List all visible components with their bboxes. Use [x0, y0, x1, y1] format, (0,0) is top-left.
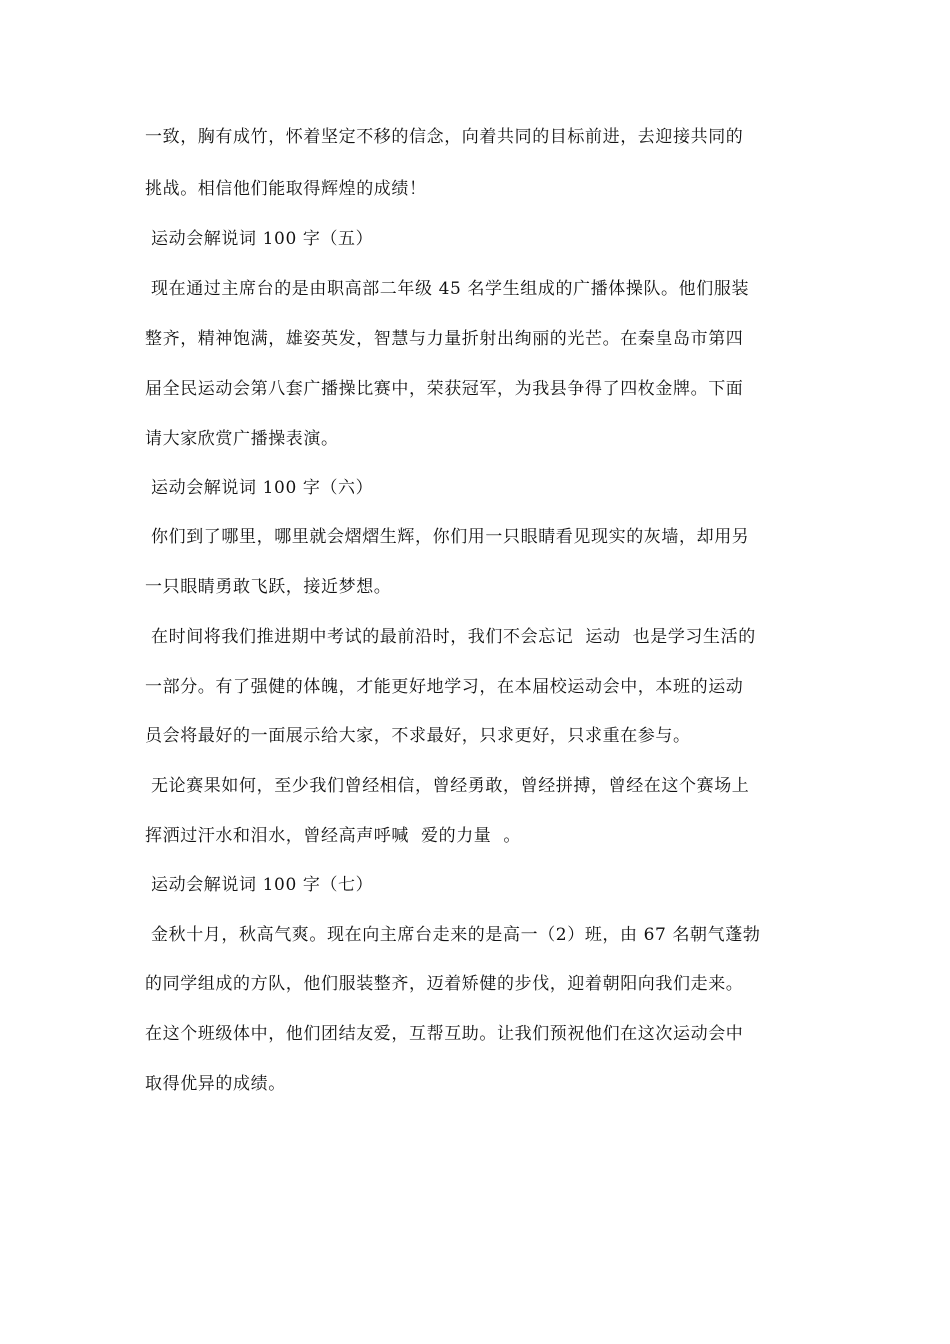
text-line: 员会将最好的一面展示给大家，不求最好，只求更好，只求重在参与。	[145, 726, 691, 746]
text-line: 挑战。相信他们能取得辉煌的成绩！	[145, 179, 427, 199]
text-line: 你们到了哪里，哪里就会熠熠生辉，你们用一只眼睛看见现实的灰墙，却用另	[145, 527, 750, 547]
text-line: 在时间将我们推进期中考试的最前沿时，我们不会忘记 运动 也是学习生活的	[145, 627, 756, 647]
text-line: 现在通过主席台的是由职高部二年级 45 名学生组成的广播体操队。他们服装	[145, 279, 750, 299]
text-line: 取得优异的成绩。	[145, 1074, 286, 1094]
text-line: 在这个班级体中，他们团结友爱，互帮互助。让我们预祝他们在这次运动会中	[145, 1024, 744, 1044]
text-line: 的同学组成的方队，他们服装整齐，迈着矫健的步伐，迎着朝阳向我们走来。	[145, 974, 744, 994]
text-line: 届全民运动会第八套广播操比赛中，荣获冠军，为我县争得了四枚金牌。下面	[145, 379, 744, 399]
text-line: 一部分。有了强健的体魄，才能更好地学习，在本届校运动会中，本班的运动	[145, 677, 744, 697]
text-line: 整齐，精神饱满，雄姿英发，智慧与力量折射出绚丽的光芒。在秦皇岛市第四	[145, 329, 744, 349]
text-line: 金秋十月，秋高气爽。现在向主席台走来的是高一（2）班，由 67 名朝气蓬勃	[145, 925, 761, 945]
section-heading: 运动会解说词 100 字（五）	[145, 229, 374, 249]
text-line: 无论赛果如何，至少我们曾经相信，曾经勇敢，曾经拼搏，曾经在这个赛场上	[145, 776, 750, 796]
text-line: 一致，胸有成竹，怀着坚定不移的信念，向着共同的目标前进，去迎接共同的	[145, 127, 744, 147]
section-heading: 运动会解说词 100 字（六）	[145, 478, 374, 498]
text-line: 挥洒过汗水和泪水，曾经高声呼喊 爱的力量 。	[145, 826, 522, 846]
section-heading: 运动会解说词 100 字（七）	[145, 875, 374, 895]
text-line: 一只眼睛勇敢飞跃，接近梦想。	[145, 577, 392, 597]
text-line: 请大家欣赏广播操表演。	[145, 429, 339, 449]
